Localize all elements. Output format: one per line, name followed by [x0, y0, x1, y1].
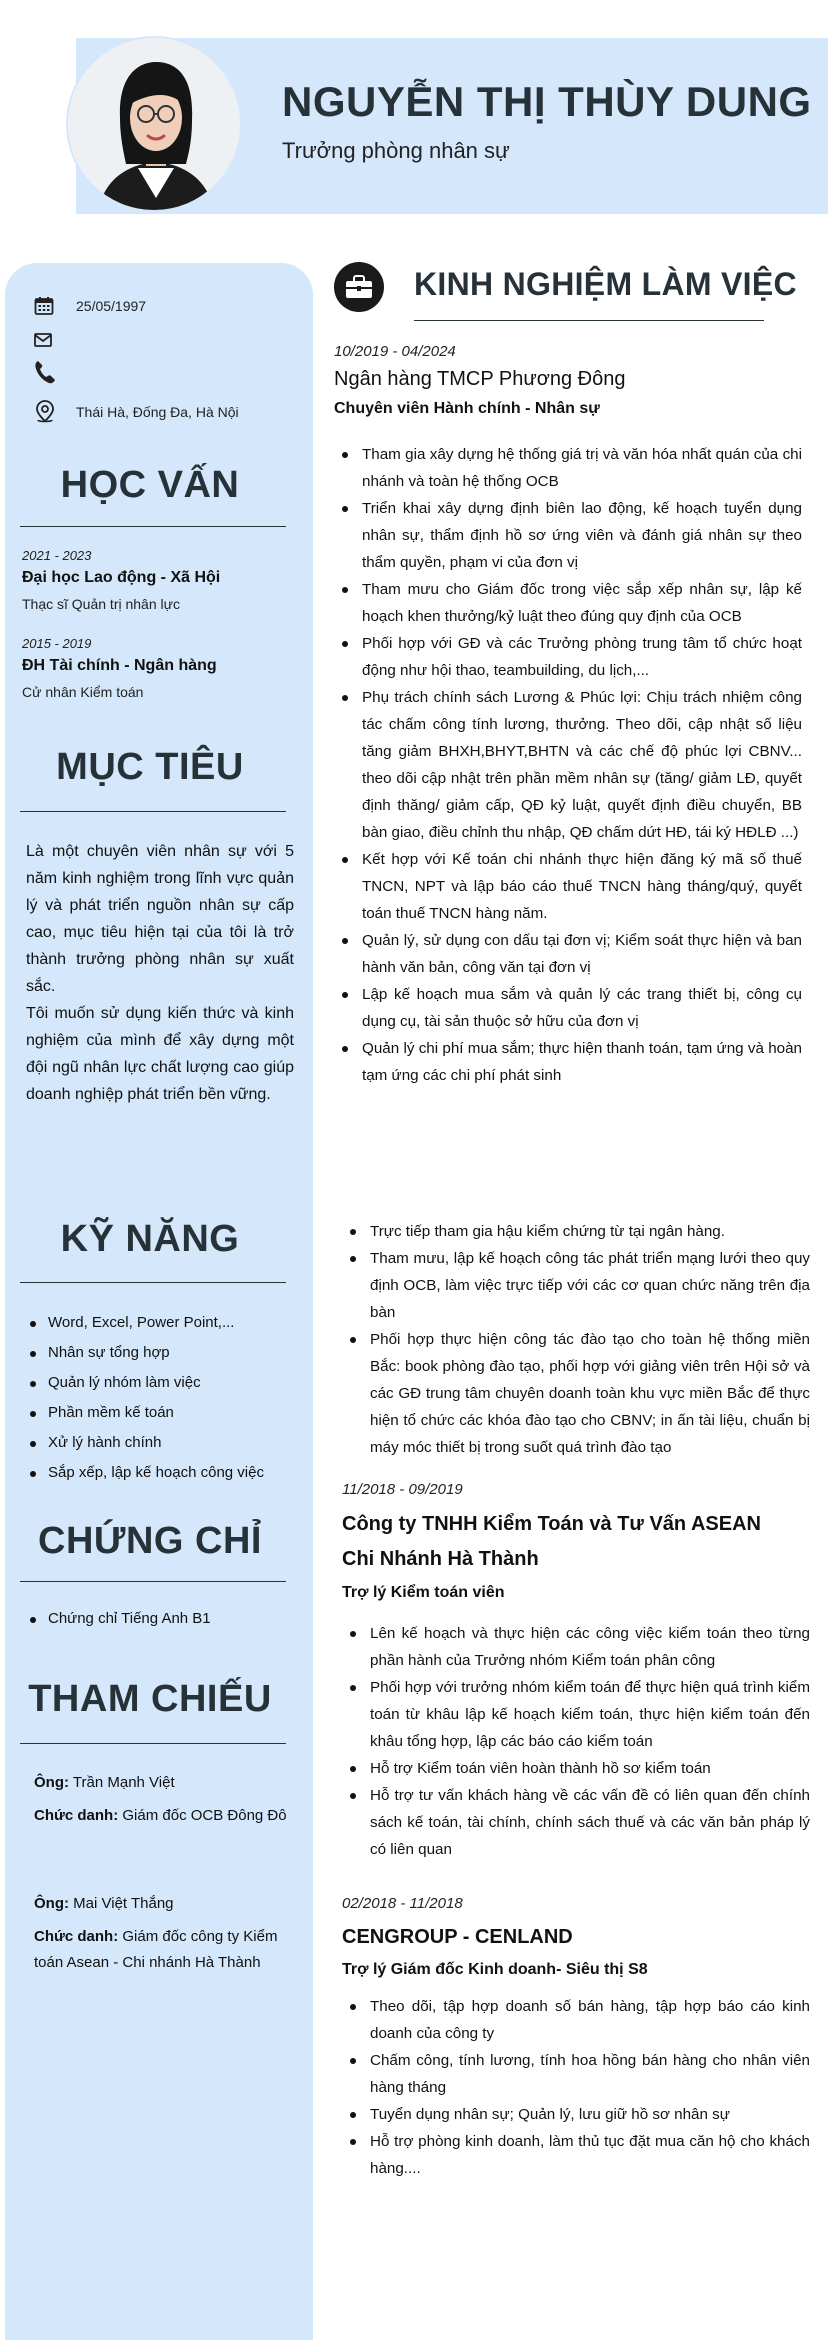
- education-school: Đại học Lao động - Xã Hội: [22, 569, 221, 586]
- job-position: Trợ lý Kiểm toán viên: [342, 1584, 505, 1601]
- contact-phone: [34, 360, 76, 384]
- objective-heading: MỤC TIÊU: [56, 746, 244, 788]
- job-company-branch: Chi Nhánh Hà Thành: [342, 1548, 539, 1570]
- job-company: CENGROUP - CENLAND: [342, 1926, 573, 1948]
- contact-email: [34, 328, 76, 352]
- contact-birthday: [34, 294, 146, 318]
- experience-divider: [414, 320, 764, 321]
- certificates-list: [30, 1604, 211, 1634]
- duty-item: Tham mưu cho Giám đốc trong việc sắp xếp nhân sự, lập kế hoạch khen thưởng/kỷ luật theo đúng quy định của OCB: [336, 576, 802, 630]
- education-divider: [20, 526, 286, 527]
- certificate-item: Chứng chỉ Tiếng Anh B1: [30, 1604, 211, 1634]
- candidate-name: NGUYỄN THỊ THÙY DUNG: [282, 78, 812, 125]
- reference-title: Chức danh: Giám đốc OCB Đông Đô: [34, 1807, 287, 1824]
- objective-text: [26, 838, 294, 1108]
- duty-item: Tuyển dụng nhân sự; Quản lý, lưu giữ hồ sơ nhân sự: [344, 2101, 810, 2128]
- job-duties: [336, 441, 802, 1089]
- objective-divider: [20, 811, 286, 812]
- job-duties-continued: [344, 1218, 810, 1461]
- duty-item: Kết hợp với Kế toán chi nhánh thực hiện đăng ký mã số thuế TNCN, NPT và lập báo cáo thuế TNCN hàng tháng/quý, quyết toán thuế TNCN hàng năm.: [336, 846, 802, 927]
- references-divider: [20, 1743, 286, 1744]
- reference-title: Chức danh: Giám đốc công ty Kiểm toán Asean - Chi nhánh Hà Thành: [34, 1928, 278, 1971]
- objective-paragraph: Là một chuyên viên nhân sự với 5 năm kinh nghiệm trong lĩnh vực quản lý và phát triển nguồn nhân sự cấp cao, mục tiêu hiện tại của tôi là trở thành trưởng phòng nhân sự xuất sắc.: [26, 843, 294, 995]
- job-dates: 11/2018 - 09/2019: [342, 1481, 463, 1498]
- calendar-icon: [34, 294, 62, 318]
- duty-item: Tham gia xây dựng hệ thống giá trị và văn hóa nhất quán của chi nhánh và toàn hệ thống OCB: [336, 441, 802, 495]
- duty-item: Tham mưu, lập kế hoạch công tác phát triển mạng lưới theo quy định OCB, làm việc trực tiếp với các cơ quan chức năng trên địa bàn: [344, 1245, 810, 1326]
- education-dates: 2021 - 2023: [22, 548, 92, 563]
- education-degree: Thạc sĩ Quản trị nhân lực: [22, 596, 180, 612]
- duty-item: Phối hợp với GĐ và các Trưởng phòng trung tâm tổ chức hoạt động như hội thao, teambuilding, du lịch,...: [336, 630, 802, 684]
- skill-item: Nhân sự tổng hợp: [30, 1338, 264, 1368]
- duty-item: Triển khai xây dựng định biên lao động, kế hoạch tuyển dụng nhân sự, thẩm định hồ sơ ứng viên và đánh giá nhân sự theo thẩm quyền, phạm vi của đơn vị: [336, 495, 802, 576]
- job-dates: 10/2019 - 04/2024: [334, 343, 456, 360]
- references-heading: THAM CHIẾU: [28, 1678, 272, 1720]
- job-company: Ngân hàng TMCP Phương Đông: [334, 368, 626, 390]
- objective-paragraph: Tôi muốn sử dụng kiến thức và kinh nghiệm của mình để xây dựng một đội ngũ nhân lực chất lượng cao giúp doanh nghiệp phát triển bền vững.: [26, 1005, 294, 1103]
- mail-icon: [34, 328, 62, 352]
- job-company: Công ty TNHH Kiểm Toán và Tư Vấn ASEAN: [342, 1513, 761, 1535]
- skills-list: [30, 1308, 264, 1488]
- certificates-divider: [20, 1581, 286, 1582]
- skill-item: Xử lý hành chính: [30, 1428, 264, 1458]
- experience-heading: KINH NGHIỆM LÀM VIỆC: [414, 266, 797, 302]
- education-dates: 2015 - 2019: [22, 636, 92, 651]
- briefcase-icon: [334, 262, 384, 312]
- duty-item: Lập kế hoạch mua sắm và quản lý các trang thiết bị, công cụ dụng cụ, tài sản thuộc sở hữu của đơn vị: [336, 981, 802, 1035]
- duty-item: Quản lý, sử dụng con dấu tại đơn vị; Kiểm soát thực hiện và ban hành văn bản, công văn tại đơn vị: [336, 927, 802, 981]
- education-heading: HỌC VẤN: [60, 464, 240, 506]
- skill-item: Word, Excel, Power Point,...: [30, 1308, 264, 1338]
- job-duties: [344, 1993, 810, 2182]
- job-position: Trợ lý Giám đốc Kinh doanh- Siêu thị S8: [342, 1961, 648, 1978]
- contact-address: [34, 400, 239, 424]
- job-position: Chuyên viên Hành chính - Nhân sự: [334, 400, 600, 417]
- address-text: Thái Hà, Đống Đa, Hà Nội: [76, 404, 239, 420]
- skills-divider: [20, 1282, 286, 1283]
- skill-item: Quản lý nhóm làm việc: [30, 1368, 264, 1398]
- phone-icon: [34, 360, 62, 384]
- reference-name: Ông: Trần Mạnh Việt: [34, 1774, 175, 1791]
- certificates-heading: CHỨNG CHỈ: [38, 1520, 262, 1562]
- duty-item: Quản lý chi phí mua sắm; thực hiện thanh toán, tạm ứng và hoàn tạm ứng các chi phí phát sinh: [336, 1035, 802, 1089]
- skill-item: Sắp xếp, lập kế hoạch công việc: [30, 1458, 264, 1488]
- duty-item: Hỗ trợ phòng kinh doanh, làm thủ tục đặt mua căn hộ cho khách hàng....: [344, 2128, 810, 2182]
- birthday-text: 25/05/1997: [76, 298, 147, 314]
- duty-item: Phối hợp thực hiện công tác đào tạo cho toàn hệ thống miền Bắc: book phòng đào tạo, phối hợp với giảng viên trên Hội sở và các GĐ trung tâm chuyên doanh toàn khu vực miền Bắc để thực hiện tổ chức các khóa đào tạo cho CBNV; in ấn tài liệu, chuẩn bị máy móc thiết bị trong suốt quá trình đào tạo: [344, 1326, 810, 1461]
- duty-item: Hỗ trợ Kiểm toán viên hoàn thành hồ sơ kiểm toán: [344, 1755, 810, 1782]
- education-degree: Cử nhân Kiểm toán: [22, 684, 144, 700]
- job-duties: [344, 1620, 810, 1863]
- reference-name: Ông: Mai Việt Thắng: [34, 1895, 174, 1912]
- portrait-illustration: [68, 38, 242, 212]
- duty-item: Trực tiếp tham gia hậu kiểm chứng từ tại ngân hàng.: [344, 1218, 810, 1245]
- duty-item: Lên kế hoạch và thực hiện các công việc kiểm toán theo từng phần hành của Trưởng nhóm Kiểm toán phân công: [344, 1620, 810, 1674]
- duty-item: Hỗ trợ tư vấn khách hàng về các vấn đề có liên quan đến chính sách kế toán, tài chính, chính sách thuế và các văn bản pháp lý có liên quan: [344, 1782, 810, 1863]
- job-dates: 02/2018 - 11/2018: [342, 1895, 463, 1912]
- duty-item: Phụ trách chính sách Lương & Phúc lợi: Chịu trách nhiệm công tác chấm công tính lương, thưởng. Theo dõi, cập nhật số liệu tăng giảm BHXH,BHYT,BHTN và các chế độ phúc lợi CBNV... theo dõi cập nhật trên phần mềm nhân sự (tăng/ giảm LĐ, quyết định thăng/ giảm cấp, QĐ kỷ luật, quyết định điều chuyển, BB bàn giao, điều chỉnh thu nhập, QĐ chấm dứt HĐ, tái ký HĐLĐ ...): [336, 684, 802, 846]
- duty-item: Theo dõi, tập hợp doanh số bán hàng, tập hợp báo cáo kinh doanh của công ty: [344, 1993, 810, 2047]
- skill-item: Phần mềm kế toán: [30, 1398, 264, 1428]
- duty-item: Phối hợp với trưởng nhóm kiểm toán để thực hiện quá trình kiểm toán từ khâu lập kế hoạch kiểm toán, thực hiện kiểm toán đến khâu tổng hợp, lập các báo cáo kiểm toán: [344, 1674, 810, 1755]
- profile-photo: [66, 36, 242, 212]
- location-pin-icon: [34, 400, 62, 424]
- education-school: ĐH Tài chính - Ngân hàng: [22, 657, 217, 674]
- duty-item: Chấm công, tính lương, tính hoa hồng bán hàng cho nhân viên hàng tháng: [344, 2047, 810, 2101]
- candidate-role: Trưởng phòng nhân sự: [282, 138, 510, 163]
- skills-heading: KỸ NĂNG: [60, 1218, 240, 1260]
